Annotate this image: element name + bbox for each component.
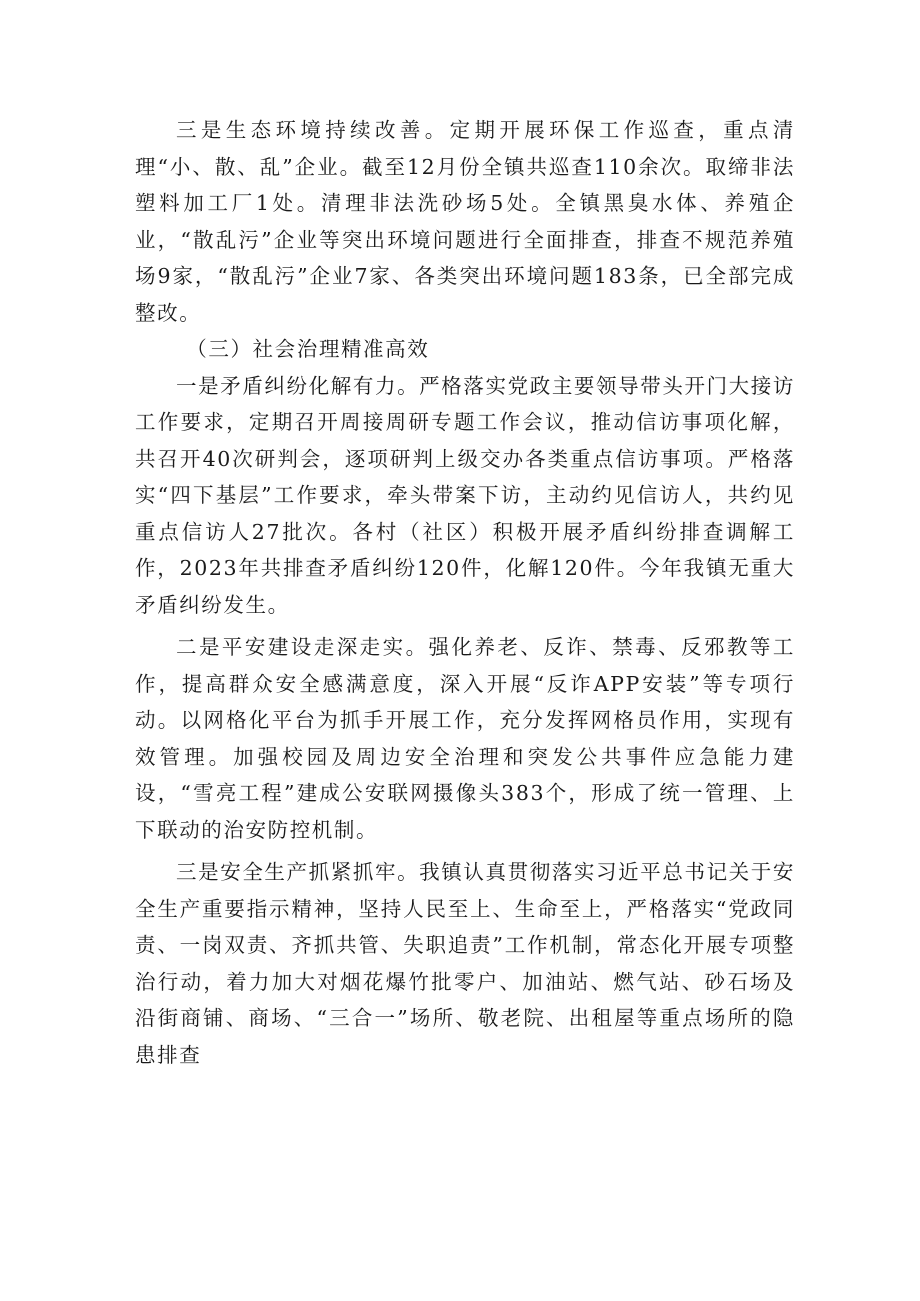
paragraph-dispute-resolution: 一是矛盾纠纷化解有力。严格落实党政主要领导带头开门大接访工作要求，定期召开周接周研专题工作会议，推动信访事项化解，共召开40次研判会，逐项研判上级交办各类重点信访事项。严格落实“四下基层”工作要求，牵头带案下访，主动约见信访人，共约见重点信访人27批次。各村（社区）积极开展矛盾纠纷排查调解工作，2023年共排查矛盾纠纷120件，化解120件。今年我镇无重大矛盾纠纷发生。: [135, 373, 795, 617]
section-heading-social-governance: （三）社会治理精准高效: [186, 337, 430, 361]
paragraph-production-safety: 三是安全生产抓紧抓牢。我镇认真贯彻落实习近平总书记关于安全生产重要指示精神，坚持人民至上、生命至上，严格落实“党政同责、一岗双责、齐抓共管、失职追责”工作机制，常态化开展专项整治行动，着力加大对烟花爆竹批零户、加油站、燃气站、砂石场及沿街商铺、商场、“三合一”场所、敬老院、出租屋等重点场所的隐患排查: [135, 860, 795, 1067]
paragraph-ecology: 三是生态环境持续改善。定期开展环保工作巡查，重点清理“小、散、乱”企业。截至12月份全镇共巡查110余次。取缔非法塑料加工厂1处。清理非法洗砂场5处。全镇黑臭水体、养殖企业，“散乱污”企业等突出环境问题进行全面排查，排查不规范养殖场9家，“散乱污”企业7家、各类突出环境问题183条，已全部完成整改。: [135, 118, 795, 325]
paragraph-public-safety: 二是平安建设走深走实。强化养老、反诈、禁毒、反邪教等工作，提高群众安全感满意度，深入开展“反诈APP安装”等专项行动。以网格化平台为抓手开展工作，充分发挥网格员作用，实现有效管理。加强校园及周边安全治理和突发公共事件应急能力建设，“雪亮工程”建成公安联网摄像头383个，形成了统一管理、上下联动的治安防控机制。: [135, 635, 795, 842]
document-page: [135, 112, 795, 1073]
